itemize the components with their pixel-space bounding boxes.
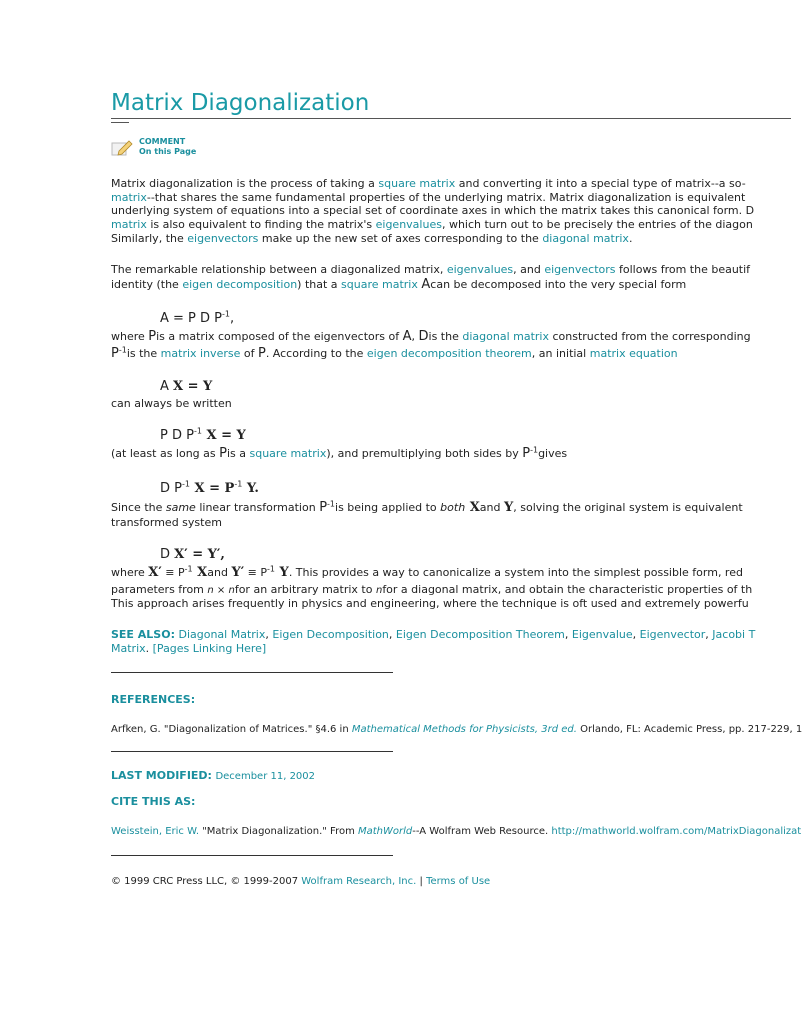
para7-line1: where $X' \equiv P^{-1}$ Xand $Y' \equiv P^{-1}$ Y. This provides a way to canonicalize a system into the simplest possible form, red (111, 564, 743, 580)
reference-arfken: Arfken, G. "Diagonalization of Matrices." §4.6 in Mathematical Methods for Physicists, 3rd ed. Orlando, FL: Academic Press, pp. 217-229, 1 (111, 724, 802, 735)
link-diagonal-matrix-2[interactable]: matrix (111, 218, 147, 231)
see-also-line1: SEE ALSO: Diagonal Matrix, Eigen Decomposition, Eigen Decomposition Theorem, Eigenvalue, Eigenvector, Jacobi T (111, 628, 756, 641)
para2-line1: The remarkable relationship between a diagonalized matrix, eigenvalues, and eigenvectors follows from the beautif (111, 263, 751, 276)
para2-line2: identity (the eigen decomposition) that a square matrix Acan be decomposed into the very special form (111, 277, 687, 292)
equation-rewritten: P D $P^{-1}$ X = Y (160, 426, 246, 443)
see-also-eigenvalue[interactable]: Eigenvalue (571, 628, 633, 641)
link-square-matrix[interactable]: square matrix (378, 177, 456, 190)
equation-decomposition: A = P D $P^{-1}$, (160, 309, 235, 326)
para7-line3: This approach arises frequently in physics and engineering, where the technique is oft used and extremely powerfu (111, 597, 749, 610)
see-also-diagonal-matrix[interactable]: Diagonal Matrix (178, 628, 266, 641)
equation-premultiplied: D $P^{-1}$ $X = P^{-1}$ Y. (160, 479, 259, 496)
comment-sublabel: On this Page (139, 147, 197, 156)
section-divider (111, 855, 393, 856)
link-eigenvalues-2[interactable]: eigenvalues (446, 263, 514, 276)
link-citation-url[interactable]: http://mathworld.wolfram.com/MatrixDiagonalizat (551, 826, 802, 837)
comment-pencil-icon (111, 137, 133, 159)
link-diagonal-matrix-4[interactable]: diagonal matrix (462, 330, 549, 343)
para6-line1: Since the same linear transformation $P^{-1}is$ being applied to both Xand Y, solving the original system is equivalent (111, 499, 743, 515)
link-eigenvalues[interactable]: eigenvalues (375, 218, 442, 231)
see-also-eigenvector[interactable]: Eigenvector (639, 628, 706, 641)
link-square-matrix-2[interactable]: square matrix (341, 278, 418, 291)
title-divider (111, 118, 791, 119)
cite-label: CITE THIS AS: (111, 795, 196, 808)
para3-line2: $P^{-1}is$ the matrix inverse of P. According to the eigen decomposition theorem, an initial matrix equation (111, 345, 678, 361)
para6-line2: transformed system (111, 516, 222, 529)
comment-label: COMMENT (139, 137, 186, 146)
para4: can always be written (111, 397, 232, 410)
para1-line1: Matrix diagonalization is the process of taking a square matrix and converting it into a special type of matrix--a so- (111, 177, 746, 190)
see-also-eigen-decomposition[interactable]: Eigen Decomposition (272, 628, 389, 641)
equation-transformed: D X′ = Y′, (160, 547, 225, 562)
link-diagonal-matrix-3[interactable]: diagonal matrix (542, 232, 629, 245)
link-diagonal-matrix[interactable]: matrix (111, 191, 147, 204)
references-label: REFERENCES: (111, 693, 196, 706)
comment-link[interactable] (111, 137, 196, 159)
footer-copyright: © 1999 CRC Press LLC, © 1999-2007 Wolfram Research, Inc. | Terms of Use (111, 876, 491, 887)
last-modified: LAST MODIFIED: December 11, 2002 (111, 769, 316, 782)
link-matrix-inverse[interactable]: matrix inverse (160, 347, 241, 360)
page-title: Matrix Diagonalization (111, 90, 370, 116)
title-divider-accent (111, 122, 129, 123)
para1-line5: Similarly, the eigenvectors make up the new set of axes corresponding to the diagonal matrix. (111, 232, 633, 245)
link-terms-of-use[interactable]: Terms of Use (426, 876, 491, 887)
para1-line4: matrix is also equivalent to finding the matrix's eigenvalues, which turn out to be precisely the entries of the diagon (111, 218, 753, 231)
link-mathematical-methods[interactable]: Mathematical Methods for Physicists, 3rd ed. (351, 724, 577, 735)
link-eigenvectors-2[interactable]: eigenvectors (544, 263, 616, 276)
link-eigenvectors[interactable]: eigenvectors (187, 232, 259, 245)
para7-line2: parameters from n × nfor an arbitrary matrix to nfor a diagonal matrix, and obtain the characteristic properties of th (111, 583, 753, 596)
see-also-matrix[interactable]: Matrix (111, 642, 146, 655)
para1-line2: matrix--that shares the same fundamental properties of the underlying matrix. Matrix diagonalization is equivalent (111, 191, 746, 204)
see-also-label: SEE ALSO: (111, 628, 175, 641)
link-matrix-equation[interactable]: matrix equation (589, 347, 678, 360)
citation-text: Weisstein, Eric W. "Matrix Diagonalization." From MathWorld--A Wolfram Web Resource. http://mathworld.wolfram.com/MatrixDiagonalizat (111, 826, 802, 837)
see-also-line2: Matrix. [Pages Linking Here] (111, 642, 267, 655)
last-modified-date-link[interactable]: December 11, 2002 (215, 771, 316, 782)
see-also-jacobi[interactable]: Jacobi T (712, 628, 756, 641)
link-square-matrix-3[interactable]: square matrix (249, 447, 327, 460)
pages-linking-here-link[interactable]: [Pages Linking Here] (152, 642, 267, 655)
link-author[interactable]: Weisstein, Eric W. (111, 826, 200, 837)
section-divider (111, 751, 393, 752)
see-also-eigen-decomposition-theorem[interactable]: Eigen Decomposition Theorem (395, 628, 565, 641)
section-divider (111, 672, 393, 673)
equation-initial: A X = Y (160, 379, 213, 394)
link-mathworld[interactable]: MathWorld (358, 826, 413, 837)
para3-line1: where Pis a matrix composed of the eigenvectors of A, Dis the diagonal matrix constructed from the corresponding (111, 329, 751, 344)
para1-line3: underlying system of equations into a special set of coordinate axes in which the matrix takes this canonical form. D (111, 204, 755, 217)
para5: (at least as long as Pis a square matrix), and premultiplying both sides by $P^{-1}gives$ (111, 445, 568, 461)
link-eigen-decomposition[interactable]: eigen decomposition (182, 278, 298, 291)
link-eigen-decomposition-theorem[interactable]: eigen decomposition theorem (366, 347, 532, 360)
link-wolfram-research[interactable]: Wolfram Research, Inc. (301, 876, 417, 887)
